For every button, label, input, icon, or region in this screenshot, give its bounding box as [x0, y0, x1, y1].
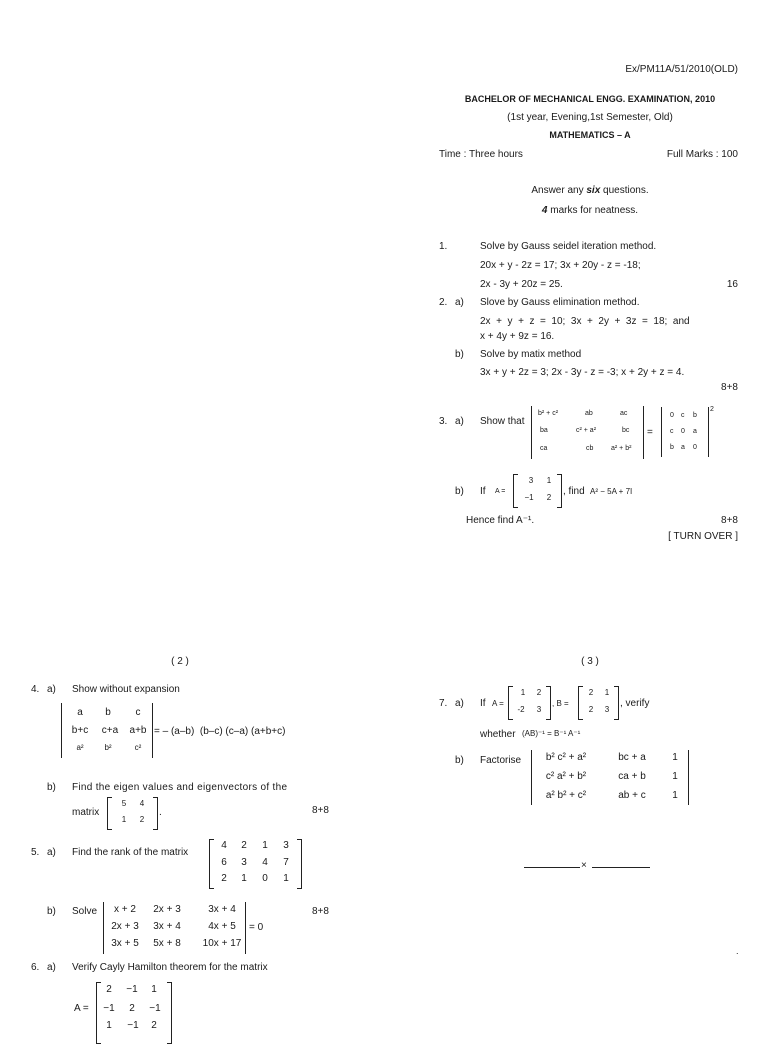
verify-word: , verify [620, 698, 650, 709]
matrix-cell: a [77, 707, 83, 718]
matrix-cell: 3 [241, 857, 247, 868]
matrix-cell: −1 [149, 1003, 161, 1014]
question-text: Verify Cayly Hamilton theorem for the matrix [72, 962, 268, 973]
question-text: Solve by Gauss seidel iteration method. [480, 241, 657, 252]
matrix-cell: bc + a [618, 752, 646, 763]
left-bracket [107, 797, 112, 830]
matrix-cell: 4 [139, 799, 145, 808]
matrix-cell: a+b [129, 725, 147, 736]
matrix-cell: 2x + 3 [111, 921, 139, 932]
part-label: a) [47, 962, 56, 973]
equation-line: 2x - 3y + 20z = 25. [480, 279, 563, 290]
matrix-cell: ba [540, 427, 548, 434]
matrix-cell: −1 [524, 493, 534, 502]
matrix-cell: 0 [262, 873, 268, 884]
matrix-word: matrix [72, 807, 100, 818]
paper-reference: Ex/PM11A/51/2010(OLD) [625, 64, 738, 75]
matrix-cell: ca [540, 445, 548, 452]
matrix-cell: 2 [588, 705, 594, 714]
subject-title: MATHEMATICS – A [549, 130, 631, 140]
find-word: , find [563, 486, 585, 497]
matrix-cell: 1 [520, 688, 526, 697]
equals-zero: = 0 [249, 922, 264, 933]
matrix-cell: 2 [588, 688, 594, 697]
determinant [103, 902, 246, 954]
matrix-cell: 1 [262, 840, 268, 851]
marks: 16 [726, 279, 738, 290]
right-bracket [557, 474, 562, 508]
matrix-name: A = [74, 1003, 89, 1014]
matrix-cell: 10x + 17 [202, 938, 242, 949]
question-number: 7. [439, 698, 448, 709]
matrix-cell: 0 [693, 444, 697, 451]
matrix-cell: 4x + 5 [208, 921, 236, 932]
question-text: Slove by Gauss elimination method. [480, 297, 640, 308]
left-bracket [508, 686, 513, 720]
matrix-cell: 3x + 4 [208, 904, 236, 915]
part-label: a) [47, 847, 56, 858]
matrix-cell: 3 [536, 705, 542, 714]
right-bracket [546, 686, 551, 720]
matrix-cell: 2 [129, 1003, 135, 1014]
determinant [531, 750, 689, 805]
matrix-cell: c² [134, 743, 142, 752]
part-label: a) [455, 698, 464, 709]
matrix-cell: ab [585, 410, 593, 417]
matrix-cell: b [670, 444, 674, 451]
matrix-cell: 3 [528, 476, 534, 485]
question-text: Find the rank of the matrix [72, 847, 189, 858]
matrix-cell: 5 [121, 799, 127, 808]
page-number: ( 3 ) [581, 656, 599, 667]
matrix-cell: a [693, 428, 697, 435]
question-text: Show without expansion [72, 684, 180, 695]
matrix-cell: 4 [221, 840, 227, 851]
matrix-cell: b² [104, 743, 112, 752]
part-label: a) [455, 416, 464, 427]
part-label: b) [455, 349, 464, 360]
matrix-cell: 3 [604, 705, 610, 714]
matrix-cell: 1 [241, 873, 247, 884]
question-number: 4. [31, 684, 40, 695]
matrix-cell: 7 [283, 857, 289, 868]
matrix-cell: 3x + 4 [153, 921, 181, 932]
matrix-cell: 3 [283, 840, 289, 851]
matrix-cell: c [135, 707, 141, 718]
question-number: 5. [31, 847, 40, 858]
matrix-cell: 1 [121, 815, 127, 824]
turn-over: [ TURN OVER ] [668, 531, 738, 542]
matrix-cell: a [681, 444, 685, 451]
exam-title: BACHELOR OF MECHANICAL ENGG. EXAMINATION, 2010 [464, 94, 716, 104]
equation-line: 2x + y + z = 10; 3x + 2y + 3z = 18; and [480, 316, 690, 327]
matrix-cell: cb [586, 445, 594, 452]
matrix-cell: 1 [546, 476, 552, 485]
exam-subtitle: (1st year, Evening,1st Semester, Old) [507, 112, 673, 123]
matrix-cell: 0 [681, 428, 685, 435]
matrix-cell: ac [620, 410, 628, 417]
page-number: ( 2 ) [171, 656, 189, 667]
matrix-cell: x + 2 [114, 904, 136, 915]
determinant [61, 703, 153, 758]
determinant [661, 407, 709, 457]
matrix-cell: 1 [672, 752, 678, 763]
matrix-name: A = [492, 699, 504, 708]
equals-sign: = [647, 427, 653, 438]
if-word: If [480, 698, 486, 709]
matrix-cell: 2x + 3 [153, 904, 181, 915]
matrix-cell: c [670, 428, 674, 435]
matrix-cell: 2 [151, 1020, 157, 1031]
determinant [531, 406, 644, 459]
matrix-cell: 5x + 8 [153, 938, 181, 949]
matrix-cell: −1 [103, 1003, 115, 1014]
identity-expression: (AB)⁻¹ = B⁻¹ A⁻¹ [522, 729, 581, 738]
matrix-cell: 1 [672, 771, 678, 782]
question-text: Factorise [480, 755, 522, 766]
hence-text: Hence find A⁻¹. [466, 515, 535, 526]
if-word: If [480, 486, 486, 497]
rule-right [592, 867, 650, 868]
matrix-cell: 1 [151, 984, 157, 995]
left-bracket [209, 839, 214, 889]
whether-word: whether [480, 729, 516, 740]
right-bracket [614, 686, 619, 720]
matrix-expression: A² − 5A + 7I [590, 487, 633, 496]
matrix-cell: a² + b² [611, 445, 632, 452]
matrix-name: , B = [552, 699, 569, 708]
matrix-cell: 3x + 5 [111, 938, 139, 949]
matrix-cell: 1 [672, 790, 678, 801]
matrix-cell: 6 [221, 857, 227, 868]
rule-left [524, 867, 580, 868]
matrix-cell: b [693, 412, 697, 419]
matrix-cell: c+a [101, 725, 119, 736]
question-text: Show that [480, 416, 525, 427]
matrix-cell: 1 [604, 688, 610, 697]
part-label: a) [47, 684, 56, 695]
full-marks: Full Marks : 100 [666, 149, 738, 160]
matrix-cell: 2 [221, 873, 227, 884]
matrix-cell: -2 [517, 705, 525, 714]
time-allowed: Time : Three hours [439, 149, 523, 160]
matrix-cell: 0 [670, 412, 674, 419]
matrix-cell: 2 [241, 840, 247, 851]
left-bracket [513, 474, 518, 508]
part-label: b) [455, 486, 464, 497]
question-number: 1. [439, 241, 448, 252]
neatness-line: 4 marks for neatness. [541, 205, 639, 216]
matrix-cell: b² c² + a² [545, 752, 587, 763]
matrix-cell: bc [622, 427, 630, 434]
matrix-cell: ca + b [618, 771, 646, 782]
instruction-line: Answer any six questions. [531, 185, 649, 196]
matrix-cell: 2 [139, 815, 145, 824]
matrix-cell: b [105, 707, 111, 718]
matrix-cell: ab + c [618, 790, 646, 801]
marks: 8+8 [312, 906, 329, 917]
question-text: Solve by matix method [480, 349, 582, 360]
matrix-cell: 2 [106, 984, 112, 995]
part-label: b) [47, 906, 56, 917]
question-number: 2. [439, 297, 448, 308]
marks: 8+8 [721, 515, 738, 526]
equation-line: 20x + y - 2z = 17; 3x + 20y - z = -18; [480, 260, 641, 271]
marks: 8+8 [312, 805, 329, 816]
matrix-cell: c² + a² [576, 427, 597, 434]
matrix-cell: −1 [126, 984, 138, 995]
matrix-cell: 2 [536, 688, 542, 697]
part-label: b) [47, 782, 56, 793]
right-bracket [297, 839, 302, 889]
question-number: 6. [31, 962, 40, 973]
period: . [159, 807, 162, 818]
matrix-cell: c [681, 412, 685, 419]
identity-rhs: = – (a–b) (b–c) (c–a) (a+b+c) [154, 726, 286, 737]
question-text: Find the eigen values and eigenvectors of the [72, 782, 288, 793]
matrix-cell: 1 [283, 873, 289, 884]
matrix-cell: a² b² + c² [545, 790, 587, 801]
matrix-cell: b+c [71, 725, 89, 736]
right-bracket [167, 982, 172, 1044]
matrix-cell: b² + c² [538, 410, 559, 417]
cross-mark: × [581, 860, 587, 871]
matrix-name: A = [495, 488, 506, 495]
matrix-cell: a² [76, 743, 84, 752]
question-text: Solve [72, 906, 98, 917]
part-label: b) [455, 755, 464, 766]
stray-dot: . [736, 946, 739, 956]
matrix-cell: 2 [546, 493, 552, 502]
matrix-cell: 1 [106, 1020, 112, 1031]
marks: 8+8 [721, 382, 738, 393]
question-number: 3. [439, 416, 448, 427]
equation-line: x + 4y + 9z = 16. [480, 331, 555, 342]
matrix-cell: c² a² + b² [545, 771, 587, 782]
part-label: a) [455, 297, 464, 308]
matrix-cell: −1 [127, 1020, 139, 1031]
equation-line: 3x + y + 2z = 3; 2x - 3y - z = -3; x + 2y + z = 4. [480, 367, 685, 378]
left-bracket [578, 686, 583, 720]
matrix-cell: 4 [262, 857, 268, 868]
right-bracket [153, 797, 158, 830]
determinant-power: 2 [710, 406, 714, 413]
